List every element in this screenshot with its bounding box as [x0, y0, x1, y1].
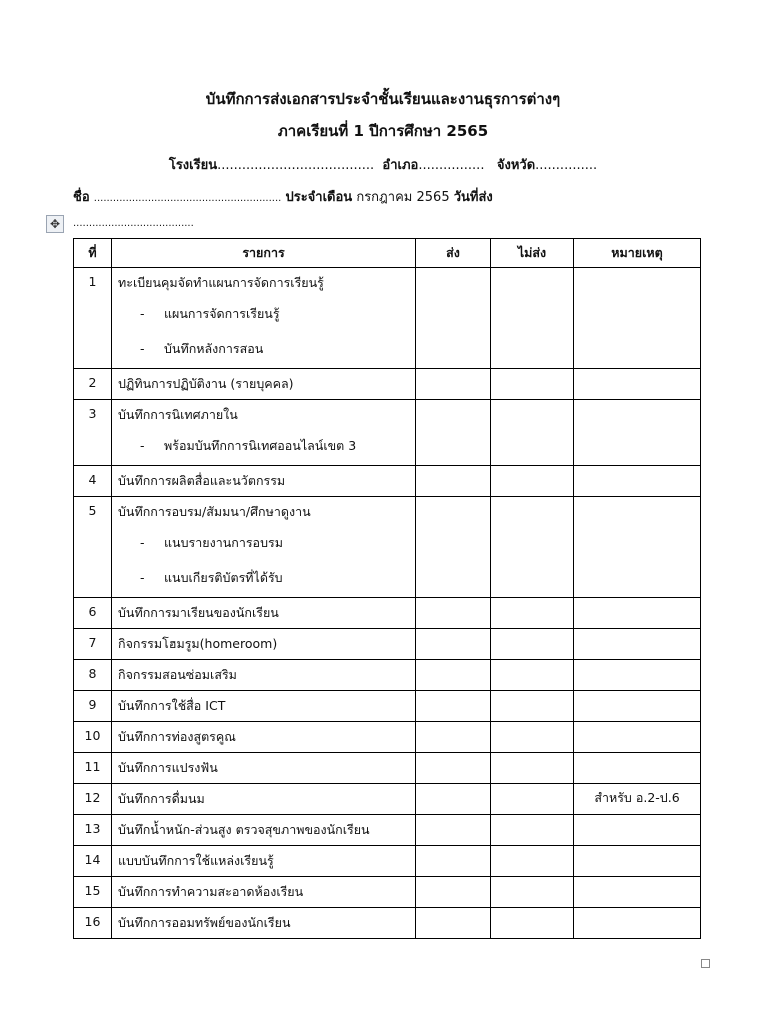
row-item: บันทึกการมาเรียนของนักเรียน — [118, 605, 279, 620]
row-item-cell — [112, 877, 416, 908]
not-send-checkbox-cell[interactable] — [491, 598, 574, 629]
name-field[interactable]: ........................................................... — [93, 193, 282, 204]
not-send-checkbox-cell[interactable] — [491, 660, 574, 691]
row-item-cell — [112, 369, 416, 400]
row-item-cell — [112, 846, 416, 877]
row-number: 4 — [74, 466, 112, 497]
not-send-checkbox-cell[interactable] — [491, 400, 574, 466]
row-item: บันทึกการทำความสะอาดห้องเรียน — [118, 884, 304, 899]
table-row — [74, 268, 701, 369]
table-row — [74, 691, 701, 722]
not-send-checkbox-cell[interactable] — [491, 846, 574, 877]
not-send-checkbox-cell[interactable] — [491, 815, 574, 846]
document-title: บันทึกการส่งเอกสารประจำชั้นเรียนและงานธุรการต่างๆ — [205, 90, 561, 108]
name-info-line — [73, 186, 493, 207]
table-row — [74, 877, 701, 908]
column-header: ไม่ส่ง — [491, 239, 574, 268]
row-sub-item: - พร้อมบันทึกการนิเทศออนไลน์เขต 3 — [118, 428, 409, 463]
send-checkbox-cell[interactable] — [416, 784, 491, 815]
remark-cell[interactable] — [574, 691, 701, 722]
row-number: 2 — [74, 369, 112, 400]
table-row — [74, 497, 701, 598]
send-checkbox-cell[interactable] — [416, 908, 491, 939]
remark-cell[interactable] — [574, 400, 701, 466]
remark-cell[interactable] — [574, 598, 701, 629]
year-value: 2565 — [416, 190, 450, 205]
table-row — [74, 400, 701, 466]
table-row — [74, 369, 701, 400]
table-row — [74, 846, 701, 877]
send-checkbox-cell[interactable] — [416, 846, 491, 877]
send-checkbox-cell[interactable] — [416, 660, 491, 691]
send-checkbox-cell[interactable] — [416, 497, 491, 598]
remark-cell[interactable] — [574, 722, 701, 753]
table-header-row — [74, 239, 701, 268]
column-header: หมายเหตุ — [574, 239, 701, 268]
row-item: บันทึกการใช้สื่อ ICT — [118, 698, 226, 713]
row-item-cell — [112, 466, 416, 497]
row-number: 6 — [74, 598, 112, 629]
remark-cell[interactable] — [574, 268, 701, 369]
row-sub-item: - แนบเกียรติบัตรที่ได้รับ — [118, 560, 409, 595]
not-send-checkbox-cell[interactable] — [491, 722, 574, 753]
table-row — [74, 598, 701, 629]
row-item: บันทึกการดื่มนม — [118, 791, 205, 806]
not-send-checkbox-cell[interactable] — [491, 908, 574, 939]
remark-cell[interactable] — [574, 369, 701, 400]
row-item-cell — [112, 629, 416, 660]
row-item-cell — [112, 784, 416, 815]
table-move-handle-icon[interactable]: ✥ — [46, 215, 64, 233]
send-checkbox-cell[interactable] — [416, 598, 491, 629]
row-item-cell — [112, 753, 416, 784]
row-item: กิจกรรมโฮมรูม(homeroom) — [118, 636, 278, 651]
row-number: 14 — [74, 846, 112, 877]
row-item-cell — [112, 722, 416, 753]
row-number: 15 — [74, 877, 112, 908]
not-send-checkbox-cell[interactable] — [491, 753, 574, 784]
row-item: บันทึกการแปรงฟัน — [118, 760, 218, 775]
name-label: ชื่อ — [73, 190, 90, 205]
table-row — [74, 629, 701, 660]
row-item-cell — [112, 400, 416, 466]
month-value: กรกฎาคม — [356, 190, 413, 205]
send-checkbox-cell[interactable] — [416, 815, 491, 846]
row-sub-item: - แนบรายงานการอบรม — [118, 525, 409, 560]
send-checkbox-cell[interactable] — [416, 877, 491, 908]
not-send-checkbox-cell[interactable] — [491, 268, 574, 369]
row-number: 8 — [74, 660, 112, 691]
row-item: บันทึกการท่องสูตรคูณ — [118, 729, 236, 744]
not-send-checkbox-cell[interactable] — [491, 784, 574, 815]
table-row — [74, 908, 701, 939]
remark-cell[interactable] — [574, 497, 701, 598]
row-number: 11 — [74, 753, 112, 784]
table-row — [74, 660, 701, 691]
row-item: ทะเบียนคุมจัดทำแผนการจัดการเรียนรู้ — [118, 275, 324, 290]
province-field[interactable]: ............... — [535, 158, 598, 173]
remark-cell[interactable] — [574, 908, 701, 939]
row-item-cell — [112, 815, 416, 846]
send-checkbox-cell[interactable] — [416, 466, 491, 497]
row-number: 12 — [74, 784, 112, 815]
table-row — [74, 753, 701, 784]
row-item: บันทึกการออมทรัพย์ของนักเรียน — [118, 915, 291, 930]
column-header: ที่ — [74, 239, 112, 268]
send-checkbox-cell[interactable] — [416, 369, 491, 400]
remark-cell[interactable] — [574, 753, 701, 784]
row-item-cell — [112, 691, 416, 722]
table-row — [74, 784, 701, 815]
document-table — [73, 238, 701, 939]
row-number: 1 — [74, 268, 112, 369]
row-item: บันทึกการผลิตสื่อและนวัตกรรม — [118, 473, 286, 488]
row-item-cell — [112, 598, 416, 629]
row-number: 9 — [74, 691, 112, 722]
row-number: 16 — [74, 908, 112, 939]
not-send-checkbox-cell[interactable] — [491, 629, 574, 660]
row-number: 5 — [74, 497, 112, 598]
remark-cell[interactable] — [574, 660, 701, 691]
send-date-field[interactable]: ...................................... — [73, 218, 194, 229]
not-send-checkbox-cell[interactable] — [491, 466, 574, 497]
column-header: รายการ — [112, 239, 416, 268]
send-date-label: วันที่ส่ง — [453, 190, 493, 205]
send-checkbox-cell[interactable] — [416, 691, 491, 722]
row-item: บันทึกน้ำหนัก-ส่วนสูง ตรวจสุขภาพของนักเรียน — [118, 822, 370, 837]
month-label: ประจำเดือน — [285, 190, 353, 205]
remark-cell[interactable] — [574, 629, 701, 660]
school-info-line — [0, 154, 766, 175]
school-field[interactable]: ...................................... — [217, 158, 375, 173]
row-item-cell — [112, 660, 416, 691]
row-item: ปฏิทินการปฏิบัติงาน (รายบุคคล) — [118, 376, 294, 391]
send-checkbox-cell[interactable] — [416, 400, 491, 466]
send-checkbox-cell[interactable] — [416, 629, 491, 660]
table-resize-handle-icon[interactable] — [701, 959, 710, 968]
document-subtitle: ภาคเรียนที่ 1 ปีการศึกษา 2565 — [277, 122, 489, 140]
not-send-checkbox-cell[interactable] — [491, 877, 574, 908]
table-body — [74, 268, 701, 939]
not-send-checkbox-cell[interactable] — [491, 497, 574, 598]
row-sub-item: - บันทึกหลังการสอน — [118, 331, 409, 366]
send-checkbox-cell[interactable] — [416, 268, 491, 369]
row-item: กิจกรรมสอนซ่อมเสริม — [118, 667, 237, 682]
row-item-cell — [112, 497, 416, 598]
table-row — [74, 815, 701, 846]
not-send-checkbox-cell[interactable] — [491, 691, 574, 722]
row-sub-item: - แผนการจัดการเรียนรู้ — [118, 296, 409, 331]
remark-cell[interactable] — [574, 877, 701, 908]
row-number: 3 — [74, 400, 112, 466]
row-item: บันทึกการอบรม/สัมมนา/ศึกษาดูงาน — [118, 504, 311, 519]
table-row — [74, 466, 701, 497]
row-number: 7 — [74, 629, 112, 660]
province-label: จังหวัด — [496, 158, 536, 173]
remark-cell[interactable]: สำหรับ อ.2-ป.6 — [574, 784, 701, 815]
school-label: โรงเรียน — [168, 158, 218, 173]
district-label: อำเภอ — [382, 158, 419, 173]
row-item-cell — [112, 908, 416, 939]
row-item-cell — [112, 268, 416, 369]
table-row — [74, 722, 701, 753]
remark-cell[interactable] — [574, 815, 701, 846]
row-number: 13 — [74, 815, 112, 846]
column-header: ส่ง — [416, 239, 491, 268]
row-item: แบบบันทึกการใช้แหล่งเรียนรู้ — [118, 853, 274, 868]
row-item: บันทึกการนิเทศภายใน — [118, 407, 238, 422]
remark-cell[interactable] — [574, 846, 701, 877]
send-checkbox-cell[interactable] — [416, 722, 491, 753]
row-number: 10 — [74, 722, 112, 753]
remark-cell[interactable] — [574, 466, 701, 497]
send-checkbox-cell[interactable] — [416, 753, 491, 784]
district-field[interactable]: ................ — [418, 158, 485, 173]
not-send-checkbox-cell[interactable] — [491, 369, 574, 400]
